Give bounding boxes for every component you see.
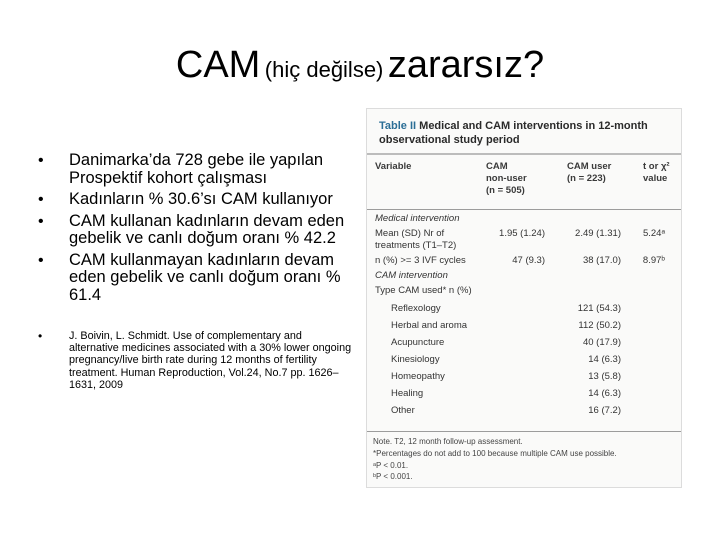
table-caption-label: Table II	[379, 120, 417, 132]
table-note: ᵇP < 0.001.	[373, 472, 413, 481]
table-note: ᵃP < 0.01.	[373, 461, 409, 470]
row-label: Other	[391, 405, 415, 416]
table-header-rule	[367, 209, 681, 210]
row-label: Acupuncture	[391, 337, 445, 348]
row-user: 13 (5.8)	[588, 371, 621, 382]
header-nonuser-3: (n = 505)	[486, 185, 525, 196]
bullet-dot: •	[38, 191, 44, 208]
row-label: Medical intervention	[375, 213, 460, 224]
reference-item	[38, 330, 353, 391]
table-caption	[379, 119, 679, 147]
bullet-text: Kadınların % 30.6’sı CAM kullanıyor	[69, 190, 333, 208]
row-user: 14 (6.3)	[588, 354, 621, 365]
row-nonuser: 1.95 (1.24)	[499, 228, 545, 239]
bullet-dot: •	[38, 152, 44, 169]
row-user: 14 (6.3)	[588, 388, 621, 399]
table-note: Note. T2, 12 month follow-up assessment.	[373, 437, 523, 446]
row-user: 121 (54.3)	[577, 303, 621, 314]
bullet-dot: •	[38, 329, 43, 343]
row-label: Reflexology	[391, 303, 441, 314]
slide-title	[0, 44, 720, 87]
row-label: treatments (T1–T2)	[375, 240, 457, 251]
bullet-item	[38, 152, 353, 187]
bullet-item	[38, 213, 353, 248]
row-stat: 8.97ᵇ	[642, 255, 665, 266]
row-label: Kinesiology	[391, 354, 440, 365]
reference-text: J. Boivin, L. Schmidt. Use of complementary and alternative medicines associated with a 30% lower ongoing pregnancy/live birth rate during 12 months of fertility treatment. Human Reproduction, Vol.24, No.7 pp. 1626–1631, 2009	[69, 330, 352, 391]
header-stat-2: value	[643, 173, 668, 184]
row-user: 16 (7.2)	[588, 405, 621, 416]
row-label: Homeopathy	[391, 371, 445, 382]
table-image	[366, 108, 682, 488]
bullet-text: Danimarka’da 728 gebe ile yapılan Prospektif kohort çalışması	[69, 151, 324, 187]
row-label: Herbal and aroma	[391, 320, 468, 331]
table-top-rule	[367, 153, 681, 155]
table-note: *Percentages do not add to 100 because multiple CAM use possible.	[373, 449, 617, 458]
row-label: CAM intervention	[375, 270, 448, 281]
header-stat-1: t or χ²	[643, 161, 670, 172]
row-user: 40 (17.9)	[582, 337, 621, 348]
row-label: Healing	[391, 388, 424, 399]
header-variable: Variable	[375, 161, 412, 172]
header-nonuser-1: CAM	[486, 161, 508, 172]
bullet-text: CAM kullanmayan kadınların devam eden gebelik ve canlı doğum oranı % 61.4	[69, 250, 341, 304]
header-user-2: (n = 223)	[567, 173, 606, 184]
row-stat: 5.24ᵃ	[642, 228, 665, 239]
bullet-list	[38, 152, 353, 395]
title-paren: (hiç değilse)	[264, 57, 384, 82]
row-user: 112 (50.2)	[578, 320, 621, 331]
row-label: n (%) >= 3 IVF cycles	[375, 255, 466, 266]
table-bottom-rule	[367, 431, 681, 432]
header-nonuser-2: non-user	[486, 173, 527, 184]
header-user-1: CAM user	[567, 161, 612, 172]
table-caption-text: Medical and CAM interventions in 12-month observational study period	[379, 120, 648, 146]
row-user: 2.49 (1.31)	[575, 228, 621, 239]
row-nonuser: 47 (9.3)	[512, 255, 545, 266]
bullet-item	[38, 191, 353, 209]
title-end: zararsız?	[387, 44, 545, 86]
bullet-text: CAM kullanan kadınların devam eden gebelik ve canlı doğum oranı % 42.2	[69, 211, 345, 247]
row-user: 38 (17.0)	[582, 255, 621, 266]
bullet-dot: •	[38, 212, 44, 230]
bullet-dot: •	[38, 251, 44, 269]
bullet-item	[38, 252, 353, 305]
row-label: Mean (SD) Nr of	[375, 228, 445, 239]
title-main: CAM	[175, 44, 261, 86]
row-label: Type CAM used* n (%)	[375, 285, 472, 296]
